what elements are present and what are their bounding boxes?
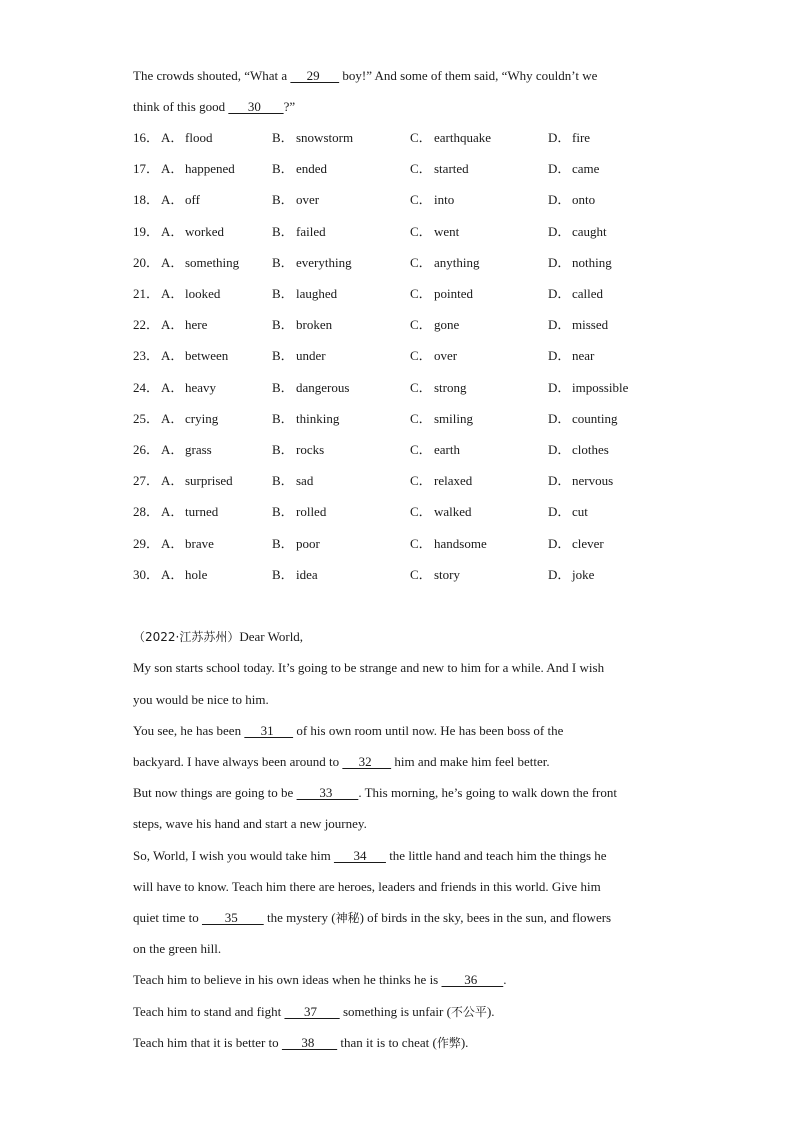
question-row xyxy=(133,224,733,240)
option-letter: B． xyxy=(272,286,294,301)
option-c xyxy=(410,411,473,427)
option-letter: B． xyxy=(272,535,294,551)
option-letter: D． xyxy=(548,192,571,208)
option-letter: C． xyxy=(410,535,432,551)
option-text: called xyxy=(572,286,604,301)
question-number: 16． xyxy=(133,130,160,145)
blank-38: 38 xyxy=(281,1035,338,1050)
question-row xyxy=(133,192,733,208)
question-number: 18． xyxy=(133,192,160,208)
option-text: clothes xyxy=(572,442,609,457)
option-d xyxy=(548,255,612,271)
option-b xyxy=(272,224,326,240)
passage-text: the little hand and teach him the things he xyxy=(385,848,607,863)
option-text: between xyxy=(185,348,229,364)
source-tag: （2022·江苏苏州） xyxy=(133,630,240,644)
option-c xyxy=(410,255,480,271)
chinese-gloss: 作弊 xyxy=(436,1036,461,1050)
option-a xyxy=(161,411,218,427)
option-a xyxy=(161,473,233,489)
passage-text: on the green hill. xyxy=(133,941,222,956)
question-number: 28． xyxy=(133,504,160,520)
option-d xyxy=(548,567,594,583)
option-a xyxy=(161,442,212,458)
question-row xyxy=(133,286,733,302)
passage-line xyxy=(133,723,563,739)
greeting: Dear World, xyxy=(239,629,304,644)
option-text: earthquake xyxy=(434,130,492,145)
passage-text: My son starts school today. It’s going to be strange and new to him for a while. And I wish xyxy=(133,660,605,675)
option-text: relaxed xyxy=(434,473,473,489)
option-letter: B． xyxy=(272,317,294,333)
option-text: handsome xyxy=(434,535,487,551)
option-text: anything xyxy=(434,254,480,270)
option-d xyxy=(548,192,595,208)
option-text: clever xyxy=(572,535,604,551)
option-text: rolled xyxy=(296,504,327,520)
option-c xyxy=(410,224,459,240)
option-text: sad xyxy=(296,473,314,489)
option-letter: C． xyxy=(410,286,432,301)
option-text: strong xyxy=(434,379,467,395)
option-letter: B． xyxy=(272,254,294,270)
option-letter: C． xyxy=(410,254,432,270)
option-b xyxy=(272,473,313,489)
option-a xyxy=(161,504,218,520)
passage-line xyxy=(133,848,607,864)
passage-text: ). xyxy=(460,1035,469,1050)
option-d xyxy=(548,317,608,333)
option-d xyxy=(548,473,613,489)
option-text: caught xyxy=(572,223,607,239)
option-text: smiling xyxy=(434,410,474,426)
question-number: 30． xyxy=(133,566,160,582)
option-letter: A． xyxy=(161,566,184,582)
passage-line xyxy=(133,785,617,801)
option-text: failed xyxy=(296,223,326,239)
passage-line xyxy=(133,910,611,926)
option-text: nervous xyxy=(572,473,614,489)
passage-line xyxy=(133,1035,468,1051)
option-letter: A． xyxy=(161,473,184,489)
passage-line xyxy=(133,1004,495,1020)
blank-32: 32 xyxy=(342,754,392,769)
option-text: worked xyxy=(185,223,224,239)
option-text: went xyxy=(434,223,460,239)
intro-line-2 xyxy=(133,99,295,115)
option-letter: D． xyxy=(548,161,571,177)
option-letter: C． xyxy=(410,410,432,426)
option-letter: B． xyxy=(272,161,294,177)
passage-text: something is unfair ( xyxy=(339,1004,451,1019)
option-text: here xyxy=(185,317,208,333)
question-number: 17． xyxy=(133,161,160,177)
option-text: grass xyxy=(185,442,212,457)
option-text: walked xyxy=(434,504,472,520)
option-letter: D． xyxy=(548,410,571,426)
option-letter: A． xyxy=(161,254,184,270)
chinese-gloss: 神秘 xyxy=(335,911,360,925)
option-text: pointed xyxy=(434,286,473,301)
option-text: gone xyxy=(434,317,460,333)
question-number: 22． xyxy=(133,317,160,333)
option-text: onto xyxy=(572,192,596,208)
option-a xyxy=(161,286,220,302)
intro-text: The crowds shouted, “What a xyxy=(133,68,291,83)
question-number: 24． xyxy=(133,379,160,395)
blank-33: 33 xyxy=(296,785,359,800)
option-c xyxy=(410,192,454,208)
option-b xyxy=(272,161,327,177)
option-c xyxy=(410,130,491,146)
option-c xyxy=(410,567,460,583)
passage-text: . This morning, he’s going to walk down the front xyxy=(358,785,617,800)
option-letter: C． xyxy=(410,161,432,177)
passage-text: But now things are going to be xyxy=(133,785,297,800)
blank-30: 30 xyxy=(228,99,284,114)
intro-text: think of this good xyxy=(133,99,229,114)
passage-text: . xyxy=(503,972,507,987)
intro-text: ?” xyxy=(283,99,296,114)
option-text: nothing xyxy=(572,254,612,270)
option-text: crying xyxy=(185,410,219,426)
option-letter: D． xyxy=(548,473,571,489)
option-c xyxy=(410,286,473,302)
option-d xyxy=(548,504,588,520)
option-d xyxy=(548,130,590,146)
option-letter: D． xyxy=(548,535,571,551)
passage-line xyxy=(133,754,550,770)
option-text: over xyxy=(434,348,458,364)
option-b xyxy=(272,286,337,302)
option-letter: D． xyxy=(548,130,571,145)
option-text: ended xyxy=(296,161,328,177)
option-text: something xyxy=(185,254,240,270)
question-number: 29． xyxy=(133,535,160,551)
option-text: flood xyxy=(185,130,213,145)
passage-text: Teach him that it is better to xyxy=(133,1035,282,1050)
question-row xyxy=(133,473,733,489)
option-b xyxy=(272,536,320,552)
question-row xyxy=(133,317,733,333)
option-text: surprised xyxy=(185,473,233,489)
option-a xyxy=(161,567,207,583)
question-number: 26． xyxy=(133,442,160,457)
passage-line xyxy=(133,816,367,832)
option-letter: B． xyxy=(272,410,294,426)
option-text: laughed xyxy=(296,286,338,301)
option-text: cut xyxy=(572,504,588,520)
passage-line xyxy=(133,972,507,988)
option-b xyxy=(272,255,352,271)
option-letter: C． xyxy=(410,192,432,208)
passage-text: him and make him feel better. xyxy=(391,754,550,769)
option-b xyxy=(272,130,353,146)
option-b xyxy=(272,348,326,364)
option-letter: D． xyxy=(548,566,571,582)
question-row xyxy=(133,255,733,271)
option-c xyxy=(410,161,469,177)
option-letter: D． xyxy=(548,442,571,457)
passage-line xyxy=(133,879,601,895)
passage-text: ). xyxy=(486,1004,495,1019)
option-b xyxy=(272,411,339,427)
option-text: thinking xyxy=(296,410,340,426)
question-number: 20． xyxy=(133,254,160,270)
question-row xyxy=(133,130,733,146)
option-letter: D． xyxy=(548,286,571,301)
option-letter: A． xyxy=(161,504,184,520)
option-a xyxy=(161,130,212,146)
option-letter: A． xyxy=(161,317,184,333)
option-letter: C． xyxy=(410,223,432,239)
option-a xyxy=(161,348,228,364)
option-text: brave xyxy=(185,535,214,551)
option-letter: C． xyxy=(410,566,432,582)
option-letter: A． xyxy=(161,410,184,426)
option-text: into xyxy=(434,192,455,208)
question-row xyxy=(133,442,733,458)
chinese-gloss: 不公平 xyxy=(450,1005,487,1019)
option-letter: D． xyxy=(548,348,571,364)
option-letter: C． xyxy=(410,504,432,520)
option-b xyxy=(272,192,319,208)
passage-text: you would be nice to him. xyxy=(133,692,269,707)
option-letter: A． xyxy=(161,379,184,395)
option-letter: B． xyxy=(272,192,294,208)
option-d xyxy=(548,224,607,240)
blank-36: 36 xyxy=(441,972,504,987)
option-letter: B． xyxy=(272,348,294,364)
option-c xyxy=(410,473,472,489)
question-row xyxy=(133,411,733,427)
option-letter: B． xyxy=(272,473,294,489)
option-letter: A． xyxy=(161,161,184,177)
option-letter: A． xyxy=(161,223,184,239)
option-letter: C． xyxy=(410,130,432,145)
question-row xyxy=(133,161,733,177)
passage-text: the mystery ( xyxy=(263,910,336,925)
option-text: impossible xyxy=(572,379,629,395)
option-text: earth xyxy=(434,442,460,457)
option-c xyxy=(410,380,467,396)
option-letter: C． xyxy=(410,473,432,489)
intro-text: boy!” And some of them said, “Why couldn’t we xyxy=(339,68,598,83)
option-d xyxy=(548,380,628,396)
option-d xyxy=(548,411,618,427)
passage-line xyxy=(133,660,604,676)
option-text: missed xyxy=(572,317,609,333)
option-text: everything xyxy=(296,254,352,270)
question-number: 21． xyxy=(133,286,160,301)
question-row xyxy=(133,504,733,520)
passage-line xyxy=(133,941,221,957)
option-text: snowstorm xyxy=(296,130,354,145)
option-text: dangerous xyxy=(296,379,350,395)
option-letter: D． xyxy=(548,379,571,395)
option-letter: A． xyxy=(161,442,184,457)
passage-text: of his own room until now. He has been boss of the xyxy=(293,723,564,738)
option-c xyxy=(410,536,487,552)
passage-text: than it is to cheat ( xyxy=(337,1035,437,1050)
option-letter: A． xyxy=(161,192,184,208)
passage-text: quiet time to xyxy=(133,910,202,925)
question-number: 19． xyxy=(133,223,160,239)
option-a xyxy=(161,224,224,240)
option-b xyxy=(272,317,332,333)
option-letter: B． xyxy=(272,223,294,239)
option-letter: C． xyxy=(410,379,432,395)
option-text: looked xyxy=(185,286,221,301)
question-number: 23． xyxy=(133,348,160,364)
passage-text: backyard. I have always been around to xyxy=(133,754,343,769)
option-a xyxy=(161,192,200,208)
option-c xyxy=(410,317,459,333)
option-d xyxy=(548,286,603,302)
passage-text: You see, he has been xyxy=(133,723,245,738)
option-text: under xyxy=(296,348,326,364)
option-letter: C． xyxy=(410,348,432,364)
option-text: over xyxy=(296,192,320,208)
option-letter: A． xyxy=(161,535,184,551)
question-row xyxy=(133,380,733,396)
question-number: 25． xyxy=(133,410,160,426)
passage-text: Teach him to believe in his own ideas when he thinks he is xyxy=(133,972,442,987)
question-row xyxy=(133,567,733,583)
option-text: fire xyxy=(572,130,591,145)
option-text: started xyxy=(434,161,469,177)
question-row xyxy=(133,348,733,364)
option-letter: B． xyxy=(272,379,294,395)
passage-source-line xyxy=(133,629,303,645)
option-text: rocks xyxy=(296,442,325,457)
option-letter: C． xyxy=(410,317,432,333)
option-c xyxy=(410,442,460,458)
option-letter: D． xyxy=(548,504,571,520)
option-b xyxy=(272,567,318,583)
option-letter: D． xyxy=(548,223,571,239)
option-d xyxy=(548,442,609,458)
intro-line-1 xyxy=(133,68,597,84)
option-b xyxy=(272,380,349,396)
option-text: happened xyxy=(185,161,235,177)
blank-31: 31 xyxy=(244,723,294,738)
blank-35: 35 xyxy=(201,910,264,925)
option-d xyxy=(548,536,604,552)
option-text: idea xyxy=(296,566,318,582)
question-number: 27． xyxy=(133,473,160,489)
blank-29: 29 xyxy=(290,68,340,83)
option-d xyxy=(548,348,594,364)
option-letter: A． xyxy=(161,286,184,301)
passage-text: So, World, I wish you would take him xyxy=(133,848,334,863)
option-b xyxy=(272,504,326,520)
option-d xyxy=(548,161,599,177)
option-letter: D． xyxy=(548,254,571,270)
option-text: came xyxy=(572,161,600,177)
option-letter: B． xyxy=(272,504,294,520)
option-a xyxy=(161,161,235,177)
option-letter: A． xyxy=(161,348,184,364)
option-letter: B． xyxy=(272,566,294,582)
option-text: near xyxy=(572,348,595,364)
option-letter: A． xyxy=(161,130,184,145)
option-c xyxy=(410,504,472,520)
option-letter: C． xyxy=(410,442,432,457)
question-row xyxy=(133,536,733,552)
option-letter: B． xyxy=(272,442,294,457)
option-b xyxy=(272,442,324,458)
option-text: heavy xyxy=(185,379,217,395)
option-text: poor xyxy=(296,535,320,551)
option-c xyxy=(410,348,457,364)
option-letter: D． xyxy=(548,317,571,333)
passage-text: steps, wave his hand and start a new journey. xyxy=(133,816,367,831)
passage-text: ) of birds in the sky, bees in the sun, and flowers xyxy=(359,910,612,925)
option-text: turned xyxy=(185,504,219,520)
option-text: counting xyxy=(572,410,618,426)
option-text: hole xyxy=(185,566,208,582)
option-text: off xyxy=(185,192,200,208)
option-text: broken xyxy=(296,317,333,333)
option-letter: B． xyxy=(272,130,294,145)
option-a xyxy=(161,317,207,333)
option-a xyxy=(161,255,239,271)
option-text: joke xyxy=(572,566,595,582)
blank-34: 34 xyxy=(333,848,386,863)
option-text: story xyxy=(434,566,460,582)
passage-text: will have to know. Teach him there are heroes, leaders and friends in this world. Give him xyxy=(133,879,601,894)
blank-37: 37 xyxy=(284,1004,340,1019)
passage-line xyxy=(133,692,269,708)
option-a xyxy=(161,380,216,396)
option-a xyxy=(161,536,214,552)
passage-text: Teach him to stand and fight xyxy=(133,1004,285,1019)
